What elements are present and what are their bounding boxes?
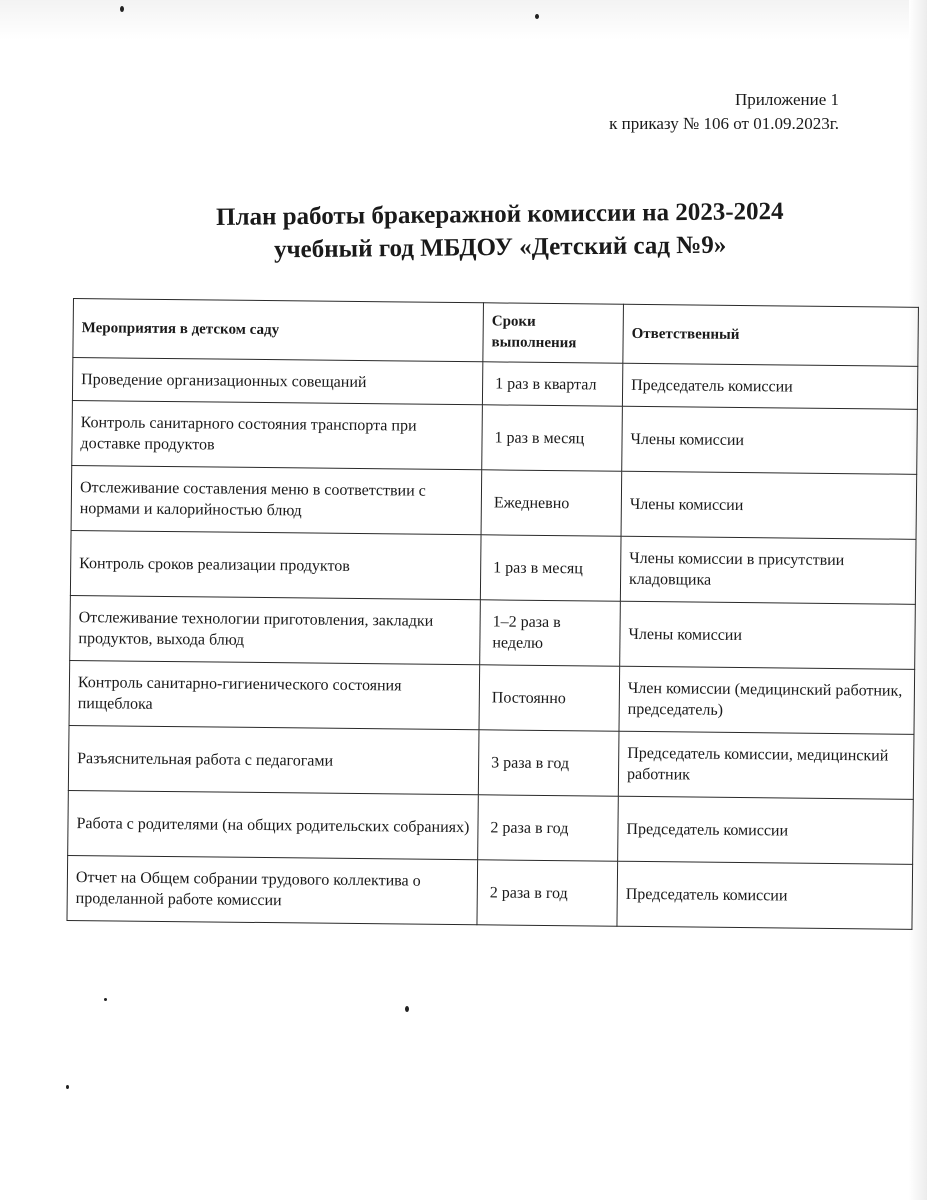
cell-responsible: Члены комиссии (622, 406, 918, 474)
header-responsible: Ответственный (623, 304, 919, 366)
header-activity: Мероприятия в детском саду (73, 299, 484, 362)
title-line-2: учебный год МБДОУ «Детский сад №9» (273, 231, 727, 264)
appendix-line-2: к приказу № 106 от 01.09.2023г. (609, 114, 839, 133)
cell-term: 1 раз в месяц (482, 405, 623, 471)
scan-speck (535, 14, 539, 19)
table-row (71, 465, 917, 539)
plan-table (66, 298, 918, 930)
cell-responsible: Члены комиссии (620, 601, 916, 669)
cell-activity: Отчет на Общем собрании трудового коллектива о проделанной работе комиссии (67, 855, 478, 924)
table-row (70, 530, 916, 604)
page-title (140, 194, 861, 268)
cell-responsible: Члены комиссии в присутствии кладовщика (620, 536, 916, 604)
scan-speck (405, 1006, 409, 1012)
cell-activity: Контроль санитарно-гигиенического состояния пищеблока (69, 660, 480, 729)
cell-term: 1–2 раза в неделю (480, 600, 621, 666)
scan-speck (66, 1085, 69, 1089)
table-row (69, 660, 915, 734)
cell-term: 1 раз в месяц (480, 535, 621, 601)
cell-responsible: Председатель комиссии (617, 861, 913, 929)
cell-activity: Контроль сроков реализации продуктов (70, 530, 481, 599)
cell-term: Постоянно (479, 665, 620, 731)
cell-term: 2 раза в год (478, 795, 619, 861)
cell-responsible: Член комиссии (медицинский работник, председатель) (619, 666, 915, 734)
header-term: Сроки выполнения (483, 303, 624, 363)
cell-responsible: Члены комиссии (621, 471, 917, 539)
table-row (68, 790, 914, 864)
cell-term: Ежедневно (481, 470, 622, 536)
scan-speck (120, 6, 124, 12)
cell-activity: Разъяснительная работа с педагогами (68, 725, 479, 794)
table-header-row (73, 299, 919, 367)
table-row (72, 400, 918, 474)
plan-table-container (66, 298, 922, 930)
appendix-line-1: Приложение 1 (735, 90, 839, 109)
cell-term: 1 раз в квартал (482, 362, 622, 406)
cell-term: 3 раза в год (478, 730, 619, 796)
cell-term: 2 раза в год (477, 860, 618, 926)
cell-responsible: Председатель комиссии (622, 363, 917, 409)
title-line-1: План работы бракеражной комиссии на 2023-2024 (215, 198, 784, 231)
table-row (67, 855, 913, 929)
cell-responsible: Председатель комиссии (618, 796, 914, 864)
scan-speck (104, 998, 107, 1001)
cell-activity: Отслеживание составления меню в соответствии с нормами и калорийностью блюд (71, 465, 482, 534)
appendix-note (609, 88, 839, 136)
cell-activity: Отслеживание технологии приготовления, закладки продуктов, выхода блюд (70, 595, 481, 664)
cell-responsible: Председатель комиссии, медицинский работник (618, 731, 914, 799)
cell-activity: Работа с родителями (на общих родительских собраниях) (68, 790, 479, 859)
table-row (70, 595, 916, 669)
scan-edge-top (0, 0, 927, 40)
cell-activity: Проведение организационных совещаний (72, 358, 482, 405)
table-row (68, 725, 914, 799)
cell-activity: Контроль санитарного состояния транспорта при доставке продуктов (72, 400, 483, 469)
